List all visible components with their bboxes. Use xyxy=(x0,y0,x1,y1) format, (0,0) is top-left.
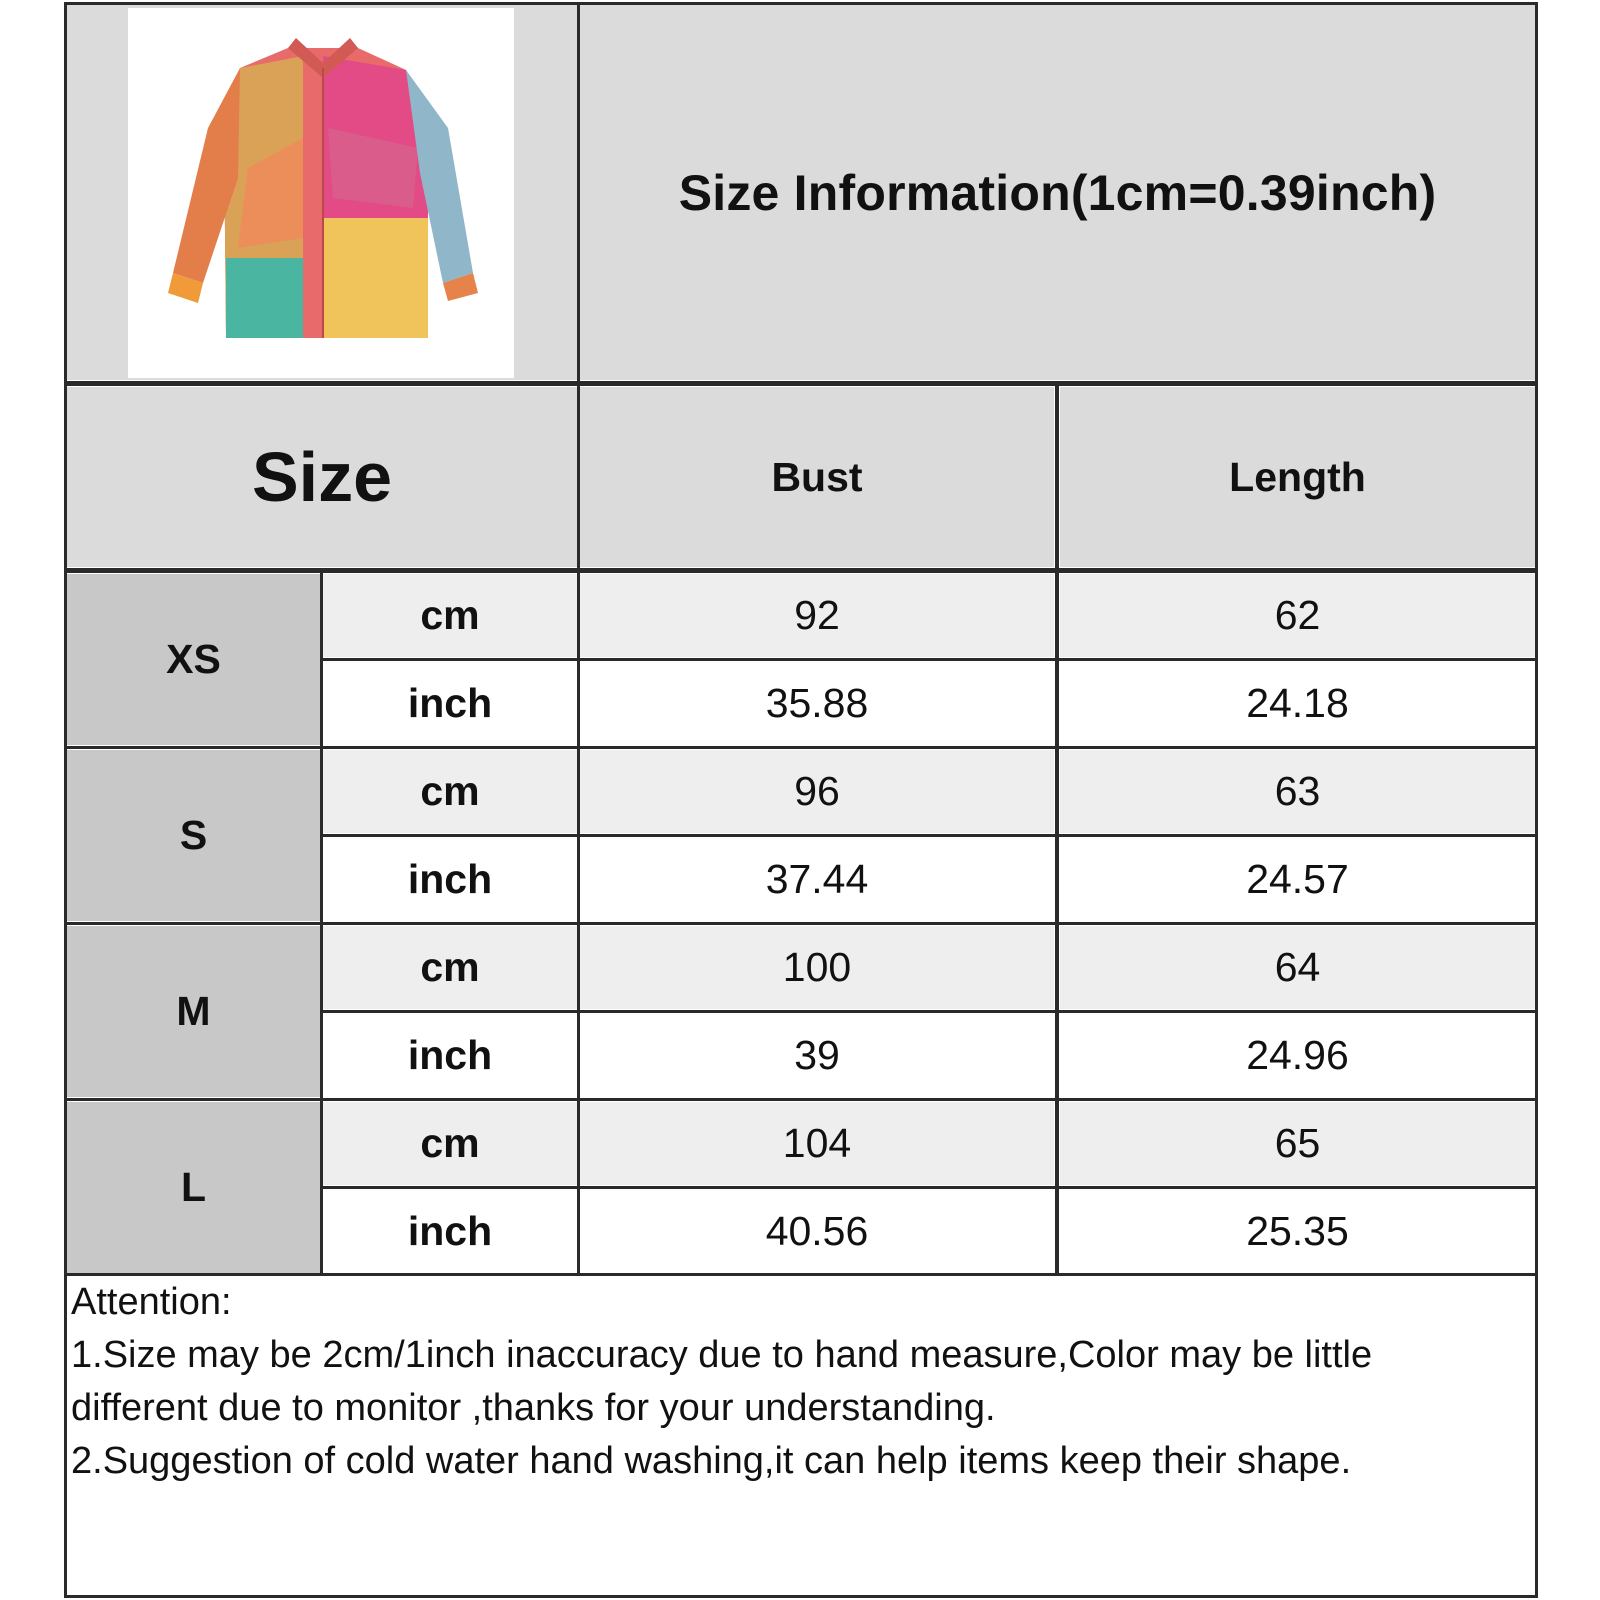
bust-header-cell xyxy=(580,387,1054,567)
bust-value: 40.56 xyxy=(765,1208,869,1254)
length-value: 24.96 xyxy=(1246,1032,1349,1078)
table-cell xyxy=(1060,1014,1535,1097)
unit-label: cm xyxy=(420,768,480,814)
bust-value: 104 xyxy=(782,1120,852,1166)
size-cell-s xyxy=(67,750,320,921)
table-cell xyxy=(580,926,1054,1009)
table-cell xyxy=(580,1102,1054,1185)
table-cell xyxy=(1060,750,1535,833)
bust-value: 39 xyxy=(794,1032,840,1078)
length-header: Length xyxy=(1229,453,1366,500)
divider xyxy=(64,746,1538,749)
bust-value: 35.88 xyxy=(765,680,869,726)
unit-label: inch xyxy=(407,1208,493,1254)
table-cell xyxy=(1060,1190,1535,1273)
unit-cell xyxy=(323,838,577,921)
unit-cell xyxy=(323,1190,577,1273)
bust-value: 100 xyxy=(782,944,852,990)
notes-line: different due to monitor ,thanks for your understanding. xyxy=(71,1387,996,1429)
notes-heading: Attention: xyxy=(71,1281,232,1323)
attention-notes xyxy=(71,1276,1531,1488)
length-value: 25.35 xyxy=(1246,1208,1349,1254)
divider xyxy=(320,570,323,1276)
table-cell xyxy=(1060,574,1535,657)
table-cell xyxy=(580,662,1054,745)
length-value: 24.18 xyxy=(1246,680,1349,726)
size-info-title: Size Information(1cm=0.39inch) xyxy=(678,164,1437,221)
unit-cell xyxy=(323,574,577,657)
divider xyxy=(320,1010,1538,1013)
notes-line: 2.Suggestion of cold water hand washing,it can help items keep their shape. xyxy=(71,1440,1352,1482)
length-value: 63 xyxy=(1274,768,1321,814)
divider xyxy=(64,922,1538,925)
table-cell xyxy=(1060,838,1535,921)
size-cell-l xyxy=(67,1102,320,1273)
divider xyxy=(1055,384,1059,1276)
divider xyxy=(64,568,1538,573)
unit-label: cm xyxy=(420,1120,480,1166)
table-cell xyxy=(1060,662,1535,745)
unit-cell xyxy=(323,1102,577,1185)
notes-line: 1.Size may be 2cm/1inch inaccuracy due to hand measure,Color may be little xyxy=(71,1334,1373,1376)
unit-label: inch xyxy=(407,680,493,726)
divider xyxy=(320,658,1538,661)
divider xyxy=(320,1186,1538,1189)
size-label: S xyxy=(179,812,208,858)
unit-cell xyxy=(323,750,577,833)
shirt-image xyxy=(128,8,514,378)
table-cell xyxy=(580,574,1054,657)
divider xyxy=(577,2,580,1276)
table-cell xyxy=(580,750,1054,833)
length-value: 24.57 xyxy=(1246,856,1349,902)
length-value: 64 xyxy=(1274,944,1321,990)
unit-label: cm xyxy=(420,944,480,990)
unit-cell xyxy=(323,1014,577,1097)
unit-label: inch xyxy=(407,1032,493,1078)
length-value: 62 xyxy=(1274,592,1321,638)
title-cell xyxy=(580,5,1535,380)
table-cell xyxy=(1060,926,1535,1009)
size-cell-xs xyxy=(67,574,320,745)
table-cell xyxy=(580,1190,1054,1273)
unit-cell xyxy=(323,926,577,1009)
bust-header: Bust xyxy=(771,453,863,500)
bust-value: 92 xyxy=(794,592,840,638)
unit-label: cm xyxy=(420,592,480,638)
size-label: XS xyxy=(166,636,221,682)
size-header-cell xyxy=(67,387,577,567)
size-label: M xyxy=(176,988,211,1034)
bust-value: 37.44 xyxy=(765,856,869,902)
size-header: Size xyxy=(251,438,393,516)
divider xyxy=(64,1098,1538,1101)
table-cell xyxy=(580,838,1054,921)
unit-label: inch xyxy=(407,856,493,902)
divider xyxy=(320,834,1538,837)
length-value: 65 xyxy=(1274,1120,1321,1166)
divider xyxy=(64,381,1538,386)
shirt-illustration xyxy=(128,8,514,378)
bust-value: 96 xyxy=(794,768,840,814)
size-cell-m xyxy=(67,926,320,1097)
size-label: L xyxy=(180,1164,207,1210)
table-cell xyxy=(580,1014,1054,1097)
length-header-cell xyxy=(1060,387,1535,567)
unit-cell xyxy=(323,662,577,745)
table-cell xyxy=(1060,1102,1535,1185)
